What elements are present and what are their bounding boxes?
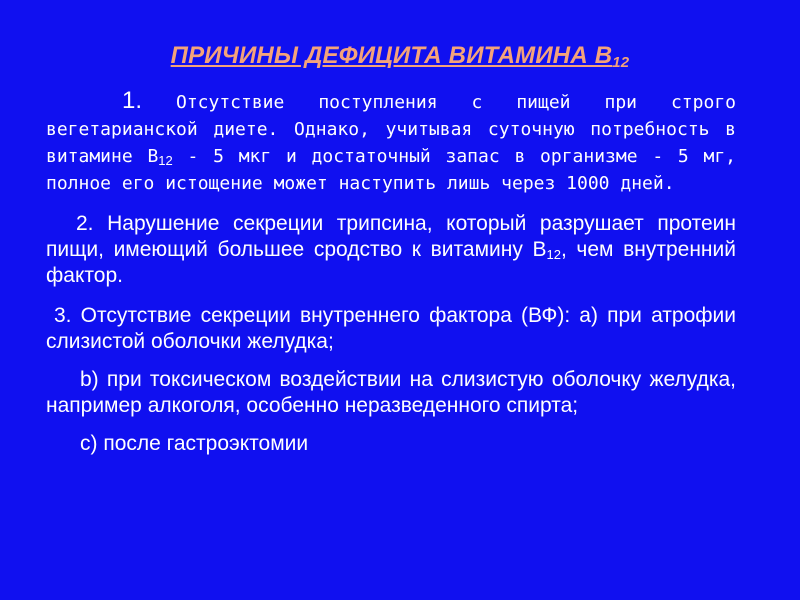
- item-text: , чем внутренний фактор.: [46, 238, 736, 287]
- slide-body: [46, 88, 736, 457]
- title-text: ПРИЧИНЫ ДЕФИЦИТА ВИТАМИНА В: [170, 42, 613, 69]
- item-text: с) после гастроэктомии: [80, 432, 309, 455]
- item-number: 2.: [76, 212, 94, 235]
- cause-item-3b: [46, 367, 736, 419]
- item-text: - 5 мкг и достаточный запас в организме - 5 мг, полное его истощение может наступить лишь через 1000 дней.: [46, 146, 737, 194]
- item-text: Отсутствие поступления с пищей при строго вегетарианской диете. Однако, учитывая суточную потребность в витамине В: [46, 92, 736, 167]
- item-number: 1.: [122, 87, 143, 114]
- slide-title: [0, 42, 800, 71]
- title-subscript: 12: [612, 54, 630, 71]
- item-subscript: 12: [158, 153, 173, 168]
- cause-item-1: [46, 88, 736, 197]
- item-number: 3.: [54, 304, 72, 327]
- item-subscript: 12: [546, 247, 561, 262]
- cause-item-2: [46, 211, 736, 289]
- cause-item-3: [46, 303, 736, 355]
- item-text: Нарушение секреции трипсина, который разрушает протеин пищи, имеющий большее сродство к витамину В: [46, 212, 736, 261]
- item-text: Отсутствие секреции внутреннего фактора (ВФ): а) при атрофии слизистой оболочки желудка;: [46, 304, 736, 353]
- item-text: b) при токсическом воздействии на слизистую оболочку желудка, например алкоголя, особенно неразведенного спирта;: [46, 368, 736, 417]
- cause-item-3c: [46, 431, 736, 457]
